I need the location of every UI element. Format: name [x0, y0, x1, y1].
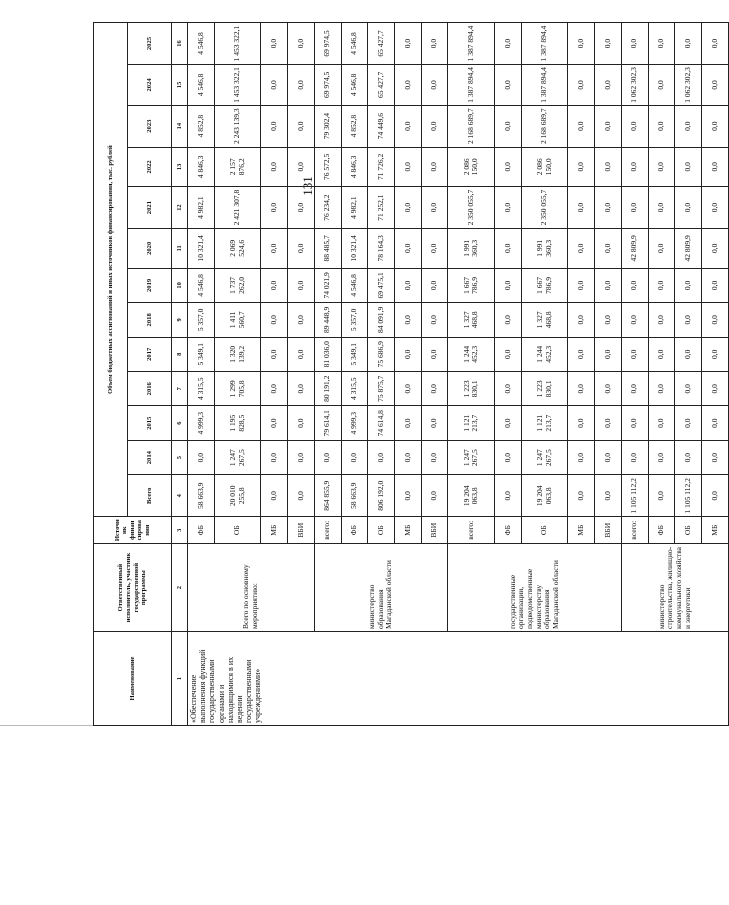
value-cell: 806 192,0 [368, 475, 395, 517]
value-cell: 0,0 [495, 268, 522, 302]
value-cell: 0,0 [648, 440, 675, 474]
value-cell: 0,0 [288, 440, 315, 474]
value-cell: 0,0 [394, 475, 421, 517]
column-number: 9 [172, 303, 188, 337]
value-cell: 65 427,7 [368, 23, 395, 65]
value-cell: 0,0 [702, 187, 729, 229]
value-cell: 5 349,1 [341, 337, 368, 371]
value-cell: 0,0 [495, 65, 522, 106]
value-cell: 2 086 150,0 [521, 147, 568, 187]
value-cell: 1 247 267,5 [521, 440, 568, 474]
value-cell: 0,0 [568, 440, 595, 474]
value-cell: 0,0 [495, 372, 522, 406]
value-cell: 4 852,8 [341, 105, 368, 147]
executor-cell: министерство строительства, жилищно-коммунального хозяйства и энергетики [621, 544, 728, 632]
column-number: 3 [172, 517, 188, 544]
value-cell: 0,0 [261, 23, 288, 65]
column-number: 5 [172, 440, 188, 474]
value-cell: 74 614,8 [368, 406, 395, 440]
value-cell: 0,0 [675, 105, 702, 147]
executor-cell: государственные организации, подведомственные министерству образования Магаданской области [448, 544, 621, 632]
value-cell: 0,0 [421, 475, 448, 517]
value-cell: 0,0 [394, 337, 421, 371]
value-cell: 0,0 [261, 406, 288, 440]
column-number: 12 [172, 187, 188, 229]
value-cell: 0,0 [595, 406, 622, 440]
source-cell: ФБ [495, 517, 522, 544]
value-cell: 65 427,7 [368, 65, 395, 106]
value-cell: 1 105 112,2 [621, 475, 648, 517]
value-cell: 0,0 [702, 105, 729, 147]
source-cell: МБ [261, 517, 288, 544]
value-cell: 0,0 [595, 337, 622, 371]
value-cell: 0,0 [702, 372, 729, 406]
header-year: 2020 [128, 228, 172, 268]
header-year: 2023 [128, 105, 172, 147]
value-cell: 0,0 [421, 228, 448, 268]
value-cell: 1 195 828,5 [214, 406, 261, 440]
value-cell: 0,0 [621, 268, 648, 302]
value-cell: 0,0 [648, 268, 675, 302]
value-cell: 0,0 [261, 187, 288, 229]
value-cell: 5 349,1 [188, 337, 215, 371]
value-cell: 0,0 [595, 187, 622, 229]
value-cell: 4 546,8 [341, 23, 368, 65]
value-cell: 0,0 [421, 105, 448, 147]
value-cell: 0,0 [595, 372, 622, 406]
value-cell: 0,0 [394, 440, 421, 474]
value-cell: 0,0 [495, 187, 522, 229]
value-cell: 0,0 [394, 147, 421, 187]
value-cell: 0,0 [675, 303, 702, 337]
value-cell: 0,0 [288, 303, 315, 337]
value-cell: 1 299 705,8 [214, 372, 261, 406]
value-cell: 0,0 [702, 337, 729, 371]
value-cell: 79 302,4 [314, 105, 341, 147]
value-cell: 0,0 [702, 23, 729, 65]
value-cell: 0,0 [621, 372, 648, 406]
value-cell: 4 315,5 [341, 372, 368, 406]
value-cell: 0,0 [621, 406, 648, 440]
value-cell: 89 448,9 [314, 303, 341, 337]
value-cell: 74 021,9 [314, 268, 341, 302]
column-number: 7 [172, 372, 188, 406]
value-cell: 4 846,3 [188, 147, 215, 187]
column-number: 10 [172, 268, 188, 302]
value-cell: 0,0 [675, 406, 702, 440]
value-cell: 1 991 360,3 [448, 228, 495, 268]
value-cell: 0,0 [288, 337, 315, 371]
value-cell: 4 546,8 [188, 65, 215, 106]
value-cell: 0,0 [648, 475, 675, 517]
value-cell: 80 191,2 [314, 372, 341, 406]
value-cell: 0,0 [288, 268, 315, 302]
value-cell: 69 475,1 [368, 268, 395, 302]
value-cell: 71 252,1 [368, 187, 395, 229]
value-cell: 71 726,2 [368, 147, 395, 187]
value-cell: 0,0 [394, 105, 421, 147]
value-cell: 0,0 [621, 187, 648, 229]
column-number: 13 [172, 147, 188, 187]
value-cell: 0,0 [648, 303, 675, 337]
value-cell: 0,0 [595, 65, 622, 106]
source-cell: ОБ [675, 517, 702, 544]
value-cell: 0,0 [568, 105, 595, 147]
table-row [314, 23, 341, 726]
source-cell: ВБИ [595, 517, 622, 544]
value-cell: 0,0 [394, 187, 421, 229]
value-cell: 0,0 [568, 372, 595, 406]
source-cell: ОБ [521, 517, 568, 544]
column-number: 8 [172, 337, 188, 371]
value-cell: 0,0 [261, 228, 288, 268]
value-cell: 0,0 [288, 147, 315, 187]
value-cell: 0,0 [702, 475, 729, 517]
value-cell: 0,0 [621, 337, 648, 371]
value-cell: 0,0 [702, 65, 729, 106]
value-cell: 0,0 [648, 187, 675, 229]
value-cell: 1 247 267,5 [448, 440, 495, 474]
value-cell: 0,0 [595, 228, 622, 268]
value-cell: 19 204 063,8 [521, 475, 568, 517]
value-cell: 0,0 [261, 440, 288, 474]
value-cell: 0,0 [394, 228, 421, 268]
value-cell: 0,0 [421, 337, 448, 371]
value-cell: 0,0 [394, 23, 421, 65]
source-cell: ФБ [341, 517, 368, 544]
source-cell: всего: [448, 517, 495, 544]
value-cell: 1 121 213,7 [521, 406, 568, 440]
value-cell: 0,0 [495, 23, 522, 65]
value-cell: 1 320 139,2 [214, 337, 261, 371]
value-cell: 0,0 [394, 65, 421, 106]
value-cell: 0,0 [288, 23, 315, 65]
value-cell: 0,0 [421, 406, 448, 440]
value-cell: 0,0 [675, 372, 702, 406]
value-cell: 0,0 [568, 475, 595, 517]
value-cell: 75 686,9 [368, 337, 395, 371]
source-cell: ОБ [368, 517, 395, 544]
value-cell: 0,0 [261, 303, 288, 337]
value-cell: 0,0 [261, 337, 288, 371]
column-number: 1 [172, 632, 188, 726]
value-cell: 0,0 [568, 23, 595, 65]
header-year: 2025 [128, 23, 172, 65]
value-cell: 19 204 063,8 [448, 475, 495, 517]
value-cell: 58 663,9 [341, 475, 368, 517]
value-cell: 69 974,5 [314, 65, 341, 106]
header-year: 2021 [128, 187, 172, 229]
value-cell: 1 062 302,3 [675, 65, 702, 106]
value-cell: 2 168 689,7 [521, 105, 568, 147]
value-cell: 0,0 [421, 65, 448, 106]
value-cell: 81 036,0 [314, 337, 341, 371]
value-cell: 1 411 560,7 [214, 303, 261, 337]
value-cell: 4 546,8 [188, 268, 215, 302]
value-cell: 0,0 [421, 268, 448, 302]
value-cell: 1 062 302,3 [621, 65, 648, 106]
column-number: 15 [172, 65, 188, 106]
value-cell: 0,0 [495, 406, 522, 440]
value-cell: 0,0 [702, 406, 729, 440]
value-cell: 0,0 [421, 147, 448, 187]
value-cell: 0,0 [288, 475, 315, 517]
column-number-row [172, 23, 188, 726]
value-cell: 0,0 [648, 372, 675, 406]
value-cell: 0,0 [568, 228, 595, 268]
value-cell: 0,0 [675, 147, 702, 187]
value-cell: 4 546,8 [341, 268, 368, 302]
value-cell: 0,0 [261, 372, 288, 406]
value-cell: 1 453 322,1 [214, 23, 261, 65]
value-cell: 0,0 [568, 268, 595, 302]
value-cell: 0,0 [288, 187, 315, 229]
value-cell: 1 387 894,4 [521, 65, 568, 106]
column-number: 11 [172, 228, 188, 268]
value-cell: 0,0 [495, 475, 522, 517]
value-cell: 0,0 [648, 65, 675, 106]
value-cell: 0,0 [568, 337, 595, 371]
value-cell: 0,0 [568, 147, 595, 187]
value-cell: 69 974,5 [314, 23, 341, 65]
value-cell: 0,0 [421, 303, 448, 337]
value-cell: 1 737 262,0 [214, 268, 261, 302]
executor-cell: Всего по основному мероприятию: [188, 544, 315, 632]
value-cell: 0,0 [702, 268, 729, 302]
header-source: Источник финансирования [94, 517, 172, 544]
value-cell: 0,0 [394, 406, 421, 440]
source-cell: ВБИ [421, 517, 448, 544]
value-cell: 1 223 830,1 [521, 372, 568, 406]
value-cell: 10 321,4 [341, 228, 368, 268]
value-cell: 58 663,9 [188, 475, 215, 517]
value-cell: 0,0 [568, 303, 595, 337]
value-cell: 1 667 786,9 [448, 268, 495, 302]
table-row [188, 23, 215, 726]
value-cell: 0,0 [368, 440, 395, 474]
source-cell: всего: [621, 517, 648, 544]
value-cell: 0,0 [261, 105, 288, 147]
value-cell: 79 614,1 [314, 406, 341, 440]
value-cell: 1 387 894,4 [448, 65, 495, 106]
value-cell: 0,0 [421, 440, 448, 474]
value-cell: 0,0 [595, 268, 622, 302]
value-cell: 0,0 [568, 187, 595, 229]
value-cell: 1 453 322,1 [214, 65, 261, 106]
value-cell: 4 846,3 [341, 147, 368, 187]
value-cell: 0,0 [288, 105, 315, 147]
value-cell: 2 157 876,2 [214, 147, 261, 187]
value-cell: 864 855,9 [314, 475, 341, 517]
value-cell: 75 875,7 [368, 372, 395, 406]
column-number: 4 [172, 475, 188, 517]
value-cell: 0,0 [568, 65, 595, 106]
value-cell: 1 247 267,5 [214, 440, 261, 474]
source-cell: ОБ [214, 517, 261, 544]
value-cell: 0,0 [702, 303, 729, 337]
value-cell: 2 421 307,8 [214, 187, 261, 229]
value-cell: 0,0 [621, 105, 648, 147]
value-cell: 0,0 [702, 228, 729, 268]
value-cell: 0,0 [261, 147, 288, 187]
value-cell: 0,0 [495, 105, 522, 147]
value-cell: 0,0 [621, 440, 648, 474]
executor-cell: министерство образования Магаданской области [314, 544, 448, 632]
value-cell: 0,0 [495, 337, 522, 371]
value-cell: 2 069 524,6 [214, 228, 261, 268]
value-cell: 1 327 468,8 [448, 303, 495, 337]
value-cell: 0,0 [702, 440, 729, 474]
header-name: Наименование [94, 632, 172, 726]
value-cell: 0,0 [675, 440, 702, 474]
source-cell: МБ [702, 517, 729, 544]
value-cell: 0,0 [675, 268, 702, 302]
value-cell: 0,0 [288, 65, 315, 106]
value-cell: 0,0 [595, 23, 622, 65]
funding-table [93, 22, 729, 726]
value-cell: 1 121 213,7 [448, 406, 495, 440]
value-cell: 0,0 [314, 440, 341, 474]
header-year: 2022 [128, 147, 172, 187]
value-cell: 1 991 360,3 [521, 228, 568, 268]
value-cell: 0,0 [595, 303, 622, 337]
value-cell: 88 485,7 [314, 228, 341, 268]
column-number: 14 [172, 105, 188, 147]
value-cell: 1 667 786,9 [521, 268, 568, 302]
table-row [448, 23, 495, 726]
value-cell: 1 244 452,3 [521, 337, 568, 371]
header-year: 2024 [128, 65, 172, 106]
value-cell: 0,0 [421, 187, 448, 229]
value-cell: 0,0 [568, 406, 595, 440]
value-cell: 0,0 [495, 147, 522, 187]
value-cell: 0,0 [621, 147, 648, 187]
header-year: 2019 [128, 268, 172, 302]
value-cell: 1 244 452,3 [448, 337, 495, 371]
source-cell: МБ [394, 517, 421, 544]
value-cell: 0,0 [648, 147, 675, 187]
value-cell: 0,0 [495, 303, 522, 337]
value-cell: 4 546,8 [188, 23, 215, 65]
value-cell: 4 982,1 [341, 187, 368, 229]
value-cell: 0,0 [621, 303, 648, 337]
program-name: «Обеспечение выполнения функций государственными органами и находящимися в их ведении государственными учреждениями» [188, 632, 729, 726]
value-cell: 84 091,9 [368, 303, 395, 337]
source-cell: МБ [568, 517, 595, 544]
header-volume: Объем бюджетных ассигнований и иных источников финансирования, тыс. рублей [94, 23, 128, 517]
value-cell: 0,0 [648, 406, 675, 440]
value-cell: 0,0 [648, 337, 675, 371]
value-cell: 0,0 [394, 372, 421, 406]
value-cell: 4 315,5 [188, 372, 215, 406]
value-cell: 0,0 [188, 440, 215, 474]
value-cell: 5 357,0 [341, 303, 368, 337]
value-cell: 4 982,1 [188, 187, 215, 229]
value-cell: 0,0 [675, 337, 702, 371]
value-cell: 76 572,5 [314, 147, 341, 187]
value-cell: 0,0 [394, 303, 421, 337]
header-executor: Ответственный исполнитель, участник государственной программы [94, 544, 172, 632]
value-cell: 0,0 [595, 475, 622, 517]
value-cell: 0,0 [595, 147, 622, 187]
value-cell: 4 852,8 [188, 105, 215, 147]
value-cell: 0,0 [421, 372, 448, 406]
column-number: 16 [172, 23, 188, 65]
header-year: 2016 [128, 372, 172, 406]
value-cell: 2 243 139,3 [214, 105, 261, 147]
value-cell: 42 809,9 [675, 228, 702, 268]
column-number: 6 [172, 406, 188, 440]
funding-table-rotated [93, 22, 729, 726]
table-row [621, 23, 648, 726]
header-total: Всего [128, 475, 172, 517]
value-cell: 74 449,6 [368, 105, 395, 147]
value-cell: 2 350 055,7 [448, 187, 495, 229]
value-cell: 0,0 [495, 440, 522, 474]
value-cell: 2 168 689,7 [448, 105, 495, 147]
value-cell: 0,0 [421, 23, 448, 65]
value-cell: 0,0 [648, 228, 675, 268]
value-cell: 0,0 [288, 406, 315, 440]
value-cell: 4 546,8 [341, 65, 368, 106]
value-cell: 0,0 [288, 372, 315, 406]
value-cell: 2 086 150,0 [448, 147, 495, 187]
value-cell: 0,0 [621, 23, 648, 65]
value-cell: 0,0 [288, 228, 315, 268]
header-year: 2015 [128, 406, 172, 440]
value-cell: 0,0 [495, 228, 522, 268]
value-cell: 0,0 [648, 23, 675, 65]
value-cell: 20 010 255,8 [214, 475, 261, 517]
value-cell: 5 357,0 [188, 303, 215, 337]
source-cell: ФБ [648, 517, 675, 544]
value-cell: 0,0 [341, 440, 368, 474]
value-cell: 0,0 [261, 268, 288, 302]
value-cell: 0,0 [261, 65, 288, 106]
value-cell: 4 999,3 [188, 406, 215, 440]
value-cell: 0,0 [261, 475, 288, 517]
header-year: 2014 [128, 440, 172, 474]
value-cell: 2 350 055,7 [521, 187, 568, 229]
value-cell: 4 999,3 [341, 406, 368, 440]
value-cell: 0,0 [675, 23, 702, 65]
header-row [94, 23, 128, 726]
value-cell: 1 327 468,8 [521, 303, 568, 337]
source-cell: ВБИ [288, 517, 315, 544]
value-cell: 1 387 894,4 [448, 23, 495, 65]
header-year: 2018 [128, 303, 172, 337]
value-cell: 0,0 [675, 187, 702, 229]
value-cell: 76 234,2 [314, 187, 341, 229]
source-cell: всего: [314, 517, 341, 544]
value-cell: 1 223 830,1 [448, 372, 495, 406]
value-cell: 1 105 112,2 [675, 475, 702, 517]
source-cell: ФБ [188, 517, 215, 544]
column-number: 2 [172, 544, 188, 632]
value-cell: 0,0 [702, 147, 729, 187]
value-cell: 42 809,9 [621, 228, 648, 268]
value-cell: 1 387 894,4 [521, 23, 568, 65]
page-number: 131 [300, 176, 315, 196]
header-year: 2017 [128, 337, 172, 371]
value-cell: 0,0 [595, 440, 622, 474]
value-cell: 10 321,4 [188, 228, 215, 268]
value-cell: 0,0 [648, 105, 675, 147]
value-cell: 78 164,3 [368, 228, 395, 268]
value-cell: 0,0 [595, 105, 622, 147]
value-cell: 0,0 [394, 268, 421, 302]
